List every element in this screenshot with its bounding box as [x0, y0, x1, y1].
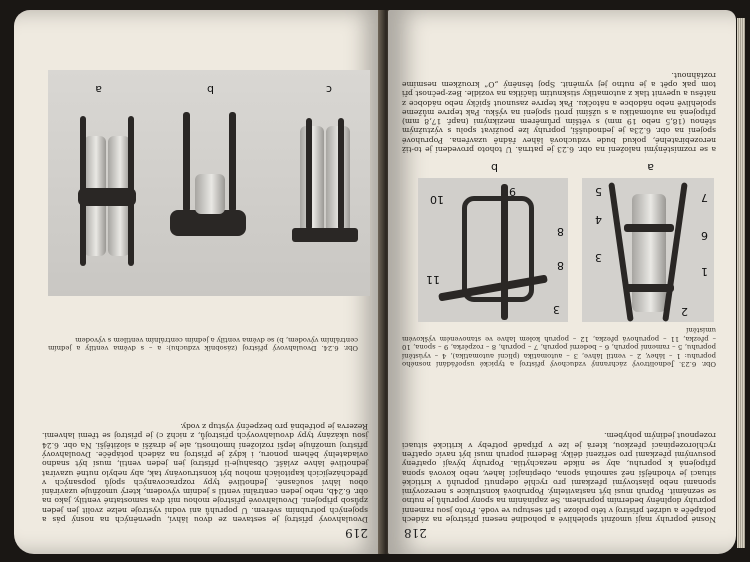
page-number: 218: [404, 526, 427, 540]
callout-3b: 3: [553, 303, 560, 316]
figure-caption: Obr. 6.24. Dvoulahvový přístroj (zásobník vzduchu): a – s dvěma ventily a jedním centrálním vývodem, b) se dvěma ventily a jedním centrálním ventilem s vývodem: [48, 335, 358, 352]
right-page: [388, 10, 736, 554]
callout-8: 8: [557, 259, 564, 272]
page-number: 219: [345, 526, 368, 540]
fig24-label-c: c: [325, 83, 332, 96]
body-text: Dvoulahvový přístroj je sestaven ze dvou láhví, upevněných na nosný pás a spojených potrubním svěrem. U popruhů ani vodní výstroje nelze zvolit jen jeden způsob připojení. Dvoulahvové přístroje mohou mít dva samostatné ventily, jako na obr. 6.24b, nebo jeden centrální ventil s jedním vývodem, který umožňuje uzavírání obou láhví současně. Jednotlivé typy rozpracovaných spojů popsaných v předcházejících kapitolách mohou být konstruovány tak, aby nebylo nutné uzavírat jednotlivé láhve zvlášť. Obsahuje-li přístroj jen jeden ventil, musí být snadno ovladatelný během ponoru, i když je přístroj na zádech potápěče. Dvoulahvový přístroj umožňuje lepší rozložení hmotnosti, ale je dražší a složitější. Na obr. 6.24 jsou ukázány typy dvoulahvových přístrojů, z nichž c) je přístroj se třemi lahvemi. Rezerva je potřebná pro bezpečný výstup z vody.: [42, 422, 368, 524]
body-text-top: a se rozmístěnými naložení na obr. 6.23 je patrná. U tohoto provedení je to-tiž nerozebíratelné, pokud bude vzduchová láhev řádně uzavřena. Popruhové spojení na obr. 6.23a je jednodušší, popruhy lze používat spolu s výztužným stěnou (18,5 nebo 19 mm) s větším průměrem meziknými (např. 17,8 mm) připojená na automatiku a s užšími proti spojení na výšku. Pak teprve můžeme spolehlivě nebo nádobce a nátočku. Pak teprve zasunout špičky nebo nádobce z nátěsu a upevnit tlak z automatiky stisknutím tlačítka na vozidle. Bez-pečnost při tom pak opět a je nutno jej vyměnit. Spoj těsněný „O“ kroužkem nesmíme roztáhnout.: [402, 70, 716, 154]
callout-10: 10: [430, 193, 444, 206]
figure-6-24-photo: [48, 70, 370, 296]
callout-9: 9: [509, 185, 516, 198]
callout-1: 1: [701, 265, 708, 278]
callout-3: 3: [595, 251, 602, 264]
figure-6-23a-photo: [582, 178, 714, 322]
right-page-content: [388, 10, 736, 554]
callout-2: 2: [681, 305, 688, 318]
fig23-label-b: b: [491, 161, 498, 174]
figure-caption: Obr. 6.23. Jednolitrový záchranný vzduchový přístroj a typické uspořádání nosného popruhu: 1 – láhev, 2 – ventil láhve, 3 – automatika (plicní automatika), 4 – vyústění popruhu, 5 – ramenní popruh, 6 – bederní popruh, 7 – popruh, 8 – rozpěrka, 9 – spona, 10 – přezka, 11 – popruhová přezka, 12 – popruh kolem lahve ve stanoveném výškovém umístění: [402, 326, 716, 368]
page-edges: [737, 18, 745, 548]
fig24-label-a: a: [95, 83, 102, 96]
callout-5: 5: [595, 185, 602, 198]
callout-11: 11: [426, 273, 440, 286]
left-page: [14, 10, 384, 554]
fig23-label-a: a: [647, 161, 654, 174]
left-page-content: [14, 10, 384, 554]
callout-7: 7: [701, 191, 708, 204]
figure-6-23b-photo: [418, 178, 568, 322]
callout-4: 4: [595, 213, 602, 226]
fig24-label-b: b: [207, 83, 214, 96]
open-book: [6, 10, 746, 554]
callout-8b: 8: [557, 225, 564, 238]
body-text-bottom: Nosné popruhy mají umožnit spolehlivé a pohodlné nesení přístroje na zádech potápěče a udržet přístroj v této poloze i při sestupu ve vodě. Proto jsou ramenní popruhy doplněny bederním popruhem. Se zapínáním na spony popruhů je nutno se seznámit. Popruh musí být nastavitelný. Popruhová konstrukce s nerezovými sponami nebo plastovými přezkami pro rychlé odepnutí popruhů v kritické situaci je vhodnější než samotná spona, obepínající lahev, nebo kovová spona připojená k popruhu, aby se nikde nezachytila. Popruhy bývají opatřeny posuvnými přezkami pro seřízení délky. Bederní popruh musí být navíc opatřen rychlorozepínací přezkou, která je lze v případě potřeby v kritické situaci rozepnout jediným pohybem.: [402, 431, 716, 524]
callout-6: 6: [701, 229, 708, 242]
